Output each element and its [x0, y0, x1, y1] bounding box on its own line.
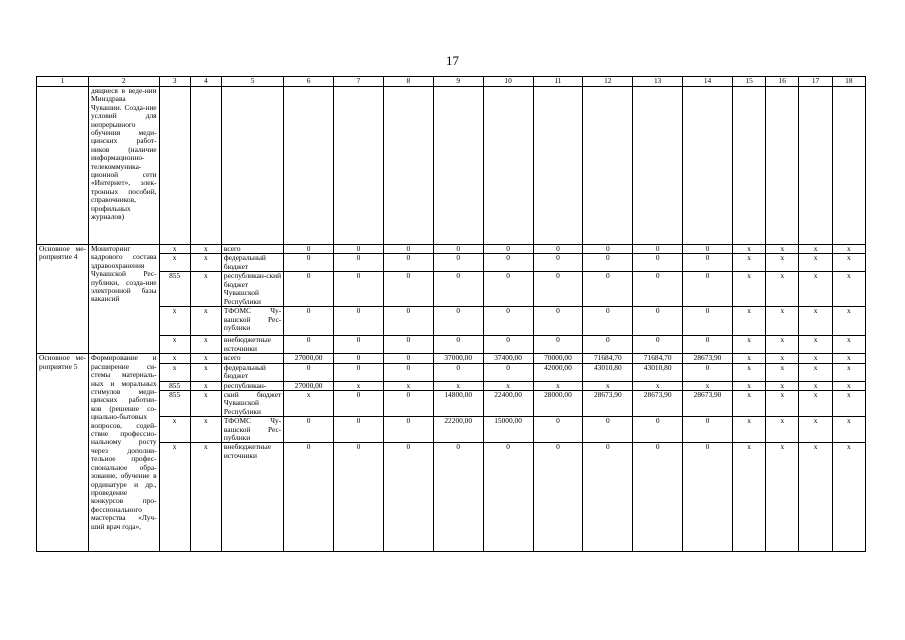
value-cell: 0 — [383, 336, 433, 354]
table-row — [37, 381, 866, 390]
column-number: 16 — [766, 77, 799, 87]
funding-source: ский бюджет Чувашской Республики — [221, 391, 283, 417]
value-cell: x — [832, 245, 865, 254]
value-cell: x — [483, 381, 533, 390]
value-cell: 42000,00 — [533, 363, 583, 381]
value-cell: 70000,00 — [533, 354, 583, 363]
code-cell: x — [190, 272, 221, 307]
code-cell: x — [190, 254, 221, 272]
value-cell: x — [832, 417, 865, 443]
code-cell: x — [190, 443, 221, 552]
value-cell: 0 — [533, 272, 583, 307]
column-number: 9 — [433, 77, 483, 87]
value-cell: x — [832, 307, 865, 336]
funding-source: всего — [221, 354, 283, 363]
table-row — [37, 272, 866, 307]
value-cell: 0 — [583, 272, 633, 307]
value-cell: 0 — [633, 245, 683, 254]
value-cell: x — [799, 417, 832, 443]
value-cell: 0 — [383, 272, 433, 307]
value-cell: 0 — [533, 417, 583, 443]
table-row — [37, 363, 866, 381]
funding-source: ТФОМС Чу-вашской Рес-публики — [221, 417, 283, 443]
value-cell: x — [533, 381, 583, 390]
value-cell: 0 — [334, 245, 384, 254]
value-cell: 0 — [383, 354, 433, 363]
table-row — [37, 391, 866, 417]
empty-cell — [37, 87, 89, 245]
value-cell: x — [433, 381, 483, 390]
funding-source: федеральный бюджет — [221, 254, 283, 272]
value-cell: 71684,70 — [583, 354, 633, 363]
value-cell: 0 — [383, 363, 433, 381]
code-cell: x — [190, 245, 221, 254]
empty-cell — [583, 87, 633, 245]
value-cell: 0 — [683, 272, 733, 307]
table-row — [37, 336, 866, 354]
empty-cell — [190, 87, 221, 245]
executor-code: x — [159, 307, 190, 336]
value-cell: x — [732, 417, 765, 443]
value-cell: 28673,90 — [683, 354, 733, 363]
value-cell: x — [334, 381, 384, 390]
code-cell: x — [190, 381, 221, 390]
code-cell: x — [190, 417, 221, 443]
table-row — [37, 417, 866, 443]
value-cell: x — [766, 354, 799, 363]
column-number: 6 — [284, 77, 334, 87]
value-cell: x — [732, 254, 765, 272]
value-cell: 22200,00 — [433, 417, 483, 443]
value-cell: 0 — [433, 443, 483, 552]
value-cell: 0 — [284, 363, 334, 381]
value-cell: 0 — [633, 272, 683, 307]
value-cell: 0 — [284, 272, 334, 307]
value-cell: 0 — [433, 307, 483, 336]
code-cell: x — [190, 336, 221, 354]
value-cell: x — [732, 354, 765, 363]
empty-cell — [159, 87, 190, 245]
executor-code: x — [159, 354, 190, 363]
executor-code: x — [159, 363, 190, 381]
value-cell: 0 — [284, 307, 334, 336]
value-cell: 0 — [433, 336, 483, 354]
value-cell: x — [766, 417, 799, 443]
value-cell: x — [583, 381, 633, 390]
executor-code: x — [159, 417, 190, 443]
value-cell: 28000,00 — [533, 391, 583, 417]
executor-code: 855 — [159, 272, 190, 307]
value-cell: 0 — [533, 254, 583, 272]
value-cell: 0 — [483, 443, 533, 552]
value-cell: 0 — [334, 363, 384, 381]
executor-code: 855 — [159, 381, 190, 390]
value-cell: 71684,70 — [633, 354, 683, 363]
value-cell: x — [284, 391, 334, 417]
funding-source: республикан- — [221, 381, 283, 390]
executor-code: x — [159, 245, 190, 254]
value-cell: x — [799, 307, 832, 336]
table-row — [37, 254, 866, 272]
value-cell: x — [799, 381, 832, 390]
executor-code: x — [159, 443, 190, 552]
value-cell: x — [832, 254, 865, 272]
funding-source: республикан-ский бюджет Чувашской Республики — [221, 272, 283, 307]
column-number: 11 — [533, 77, 583, 87]
value-cell: 0 — [683, 417, 733, 443]
value-cell: x — [832, 272, 865, 307]
code-cell: x — [190, 391, 221, 417]
empty-cell — [334, 87, 384, 245]
empty-cell — [533, 87, 583, 245]
value-cell: 0 — [633, 336, 683, 354]
value-cell: 0 — [334, 254, 384, 272]
value-cell: 0 — [483, 245, 533, 254]
empty-cell — [799, 87, 832, 245]
value-cell: 0 — [334, 336, 384, 354]
executor-code: 855 — [159, 391, 190, 417]
value-cell: 43010,80 — [583, 363, 633, 381]
value-cell: 0 — [583, 443, 633, 552]
value-cell: x — [766, 381, 799, 390]
value-cell: 0 — [334, 391, 384, 417]
column-number: 7 — [334, 77, 384, 87]
value-cell: 0 — [583, 254, 633, 272]
empty-cell — [284, 87, 334, 245]
funding-source: внебюджетные источники — [221, 336, 283, 354]
value-cell: x — [766, 272, 799, 307]
table-row — [37, 245, 866, 254]
value-cell: 0 — [334, 443, 384, 552]
value-cell: 0 — [383, 254, 433, 272]
value-cell: 0 — [683, 336, 733, 354]
table-row — [37, 443, 866, 552]
value-cell: x — [732, 307, 765, 336]
empty-cell — [383, 87, 433, 245]
value-cell: 27000,00 — [284, 381, 334, 390]
value-cell: 43010,80 — [633, 363, 683, 381]
value-cell: 0 — [583, 245, 633, 254]
value-cell: 0 — [284, 254, 334, 272]
column-number: 1 — [37, 77, 89, 87]
value-cell: 0 — [433, 245, 483, 254]
value-cell: 37400,00 — [483, 354, 533, 363]
code-cell: x — [190, 307, 221, 336]
value-cell: x — [732, 443, 765, 552]
table-row — [37, 354, 866, 363]
value-cell: x — [633, 381, 683, 390]
measure-description: Формирование и расширение си-стемы материаль-ных и моральных стимулов меди-цинских работни-ков (решение со-циально-бытовых вопросов, содей-ствие профессио-нальному росту через дополни-тельное профес-сиональное обра-зование, обучение в ординатуре и др., проведение конкурсов про-фессионального мастерства «Луч-ший врач года», — [88, 354, 159, 552]
empty-cell — [683, 87, 733, 245]
measure-description: Мониторинг кадрового состава здравоохранения Чувашской Рес-публики, созда-ние электронной базы вакансий — [88, 245, 159, 354]
value-cell: 28673,90 — [633, 391, 683, 417]
value-cell: 0 — [433, 272, 483, 307]
column-number: 17 — [799, 77, 832, 87]
value-cell: x — [383, 381, 433, 390]
continuation-row — [37, 87, 866, 245]
value-cell: x — [832, 336, 865, 354]
value-cell: x — [766, 363, 799, 381]
value-cell: x — [732, 363, 765, 381]
value-cell: 0 — [683, 443, 733, 552]
value-cell: x — [799, 254, 832, 272]
value-cell: x — [799, 363, 832, 381]
empty-cell — [766, 87, 799, 245]
value-cell: 0 — [383, 307, 433, 336]
column-number: 4 — [190, 77, 221, 87]
value-cell: 14800,00 — [433, 391, 483, 417]
value-cell: x — [766, 307, 799, 336]
value-cell: 0 — [383, 443, 433, 552]
code-cell: x — [190, 363, 221, 381]
funding-source: федеральный бюджет — [221, 363, 283, 381]
value-cell: 0 — [683, 307, 733, 336]
value-cell: x — [832, 381, 865, 390]
value-cell: x — [832, 391, 865, 417]
column-number-row — [37, 77, 866, 87]
column-number: 13 — [633, 77, 683, 87]
column-number: 15 — [732, 77, 765, 87]
value-cell: x — [799, 245, 832, 254]
empty-cell — [221, 87, 283, 245]
value-cell: 0 — [483, 336, 533, 354]
column-number: 3 — [159, 77, 190, 87]
value-cell: 0 — [284, 443, 334, 552]
value-cell: x — [732, 391, 765, 417]
value-cell: 0 — [633, 417, 683, 443]
value-cell: 0 — [483, 307, 533, 336]
value-cell: 0 — [633, 254, 683, 272]
value-cell: 0 — [383, 245, 433, 254]
value-cell: x — [799, 354, 832, 363]
empty-cell — [483, 87, 533, 245]
value-cell: x — [832, 363, 865, 381]
value-cell: 0 — [683, 245, 733, 254]
measure-description: дящиеся в веде-нии Минздрава Чувашии. Созда-ние условий для непрерывного обучения меди-цинских работ-ников (наличие информационно-телекоммуника-ционной сети «Интернет», элек-тронных пособий, справочников, профильных журналов) — [88, 87, 159, 245]
value-cell: x — [732, 381, 765, 390]
value-cell: 0 — [433, 254, 483, 272]
value-cell: 15000,00 — [483, 417, 533, 443]
value-cell: 0 — [334, 417, 384, 443]
value-cell: x — [766, 254, 799, 272]
value-cell: x — [683, 381, 733, 390]
value-cell: 0 — [683, 254, 733, 272]
value-cell: 0 — [284, 245, 334, 254]
measure-name: Основное ме-роприятие 5 — [37, 354, 89, 552]
value-cell: x — [766, 443, 799, 552]
empty-cell — [433, 87, 483, 245]
value-cell: 28673,90 — [683, 391, 733, 417]
column-number: 14 — [683, 77, 733, 87]
value-cell: x — [766, 336, 799, 354]
empty-cell — [832, 87, 865, 245]
value-cell: 0 — [284, 417, 334, 443]
value-cell: 0 — [633, 443, 683, 552]
value-cell: x — [732, 245, 765, 254]
value-cell: x — [799, 391, 832, 417]
funding-source: всего — [221, 245, 283, 254]
value-cell: 0 — [483, 254, 533, 272]
value-cell: 0 — [683, 363, 733, 381]
table-row — [37, 307, 866, 336]
value-cell: x — [766, 245, 799, 254]
value-cell: 0 — [583, 417, 633, 443]
value-cell: 0 — [483, 363, 533, 381]
value-cell: 0 — [533, 336, 583, 354]
empty-cell — [633, 87, 683, 245]
value-cell: 0 — [533, 307, 583, 336]
measure-name: Основное ме-роприятие 4 — [37, 245, 89, 354]
value-cell: 0 — [483, 272, 533, 307]
value-cell: 0 — [334, 307, 384, 336]
value-cell: x — [832, 443, 865, 552]
value-cell: 0 — [284, 336, 334, 354]
funding-source: ТФОМС Чу-вашской Рес-публики — [221, 307, 283, 336]
value-cell: 37000,00 — [433, 354, 483, 363]
page-number: 17 — [446, 53, 459, 68]
value-cell: 0 — [583, 307, 633, 336]
value-cell: 0 — [533, 245, 583, 254]
column-number: 12 — [583, 77, 633, 87]
column-number: 2 — [88, 77, 159, 87]
column-number: 5 — [221, 77, 283, 87]
value-cell: 0 — [334, 354, 384, 363]
value-cell: x — [799, 443, 832, 552]
value-cell: x — [732, 272, 765, 307]
value-cell: 0 — [334, 272, 384, 307]
value-cell: 0 — [533, 443, 583, 552]
column-number: 18 — [832, 77, 865, 87]
value-cell: 28673,90 — [583, 391, 633, 417]
value-cell: 0 — [583, 336, 633, 354]
executor-code: x — [159, 254, 190, 272]
column-number: 8 — [383, 77, 433, 87]
value-cell: 0 — [633, 307, 683, 336]
value-cell: 0 — [383, 417, 433, 443]
funding-source: внебюджетные источники — [221, 443, 283, 552]
executor-code: x — [159, 336, 190, 354]
value-cell: x — [799, 272, 832, 307]
value-cell: x — [766, 391, 799, 417]
column-number: 10 — [483, 77, 533, 87]
value-cell: x — [832, 354, 865, 363]
budget-table — [36, 76, 866, 552]
empty-cell — [732, 87, 765, 245]
value-cell: 22400,00 — [483, 391, 533, 417]
value-cell: x — [732, 336, 765, 354]
value-cell: x — [799, 336, 832, 354]
value-cell: 0 — [383, 391, 433, 417]
value-cell: 0 — [433, 363, 483, 381]
value-cell: 27000,00 — [284, 354, 334, 363]
code-cell: x — [190, 354, 221, 363]
